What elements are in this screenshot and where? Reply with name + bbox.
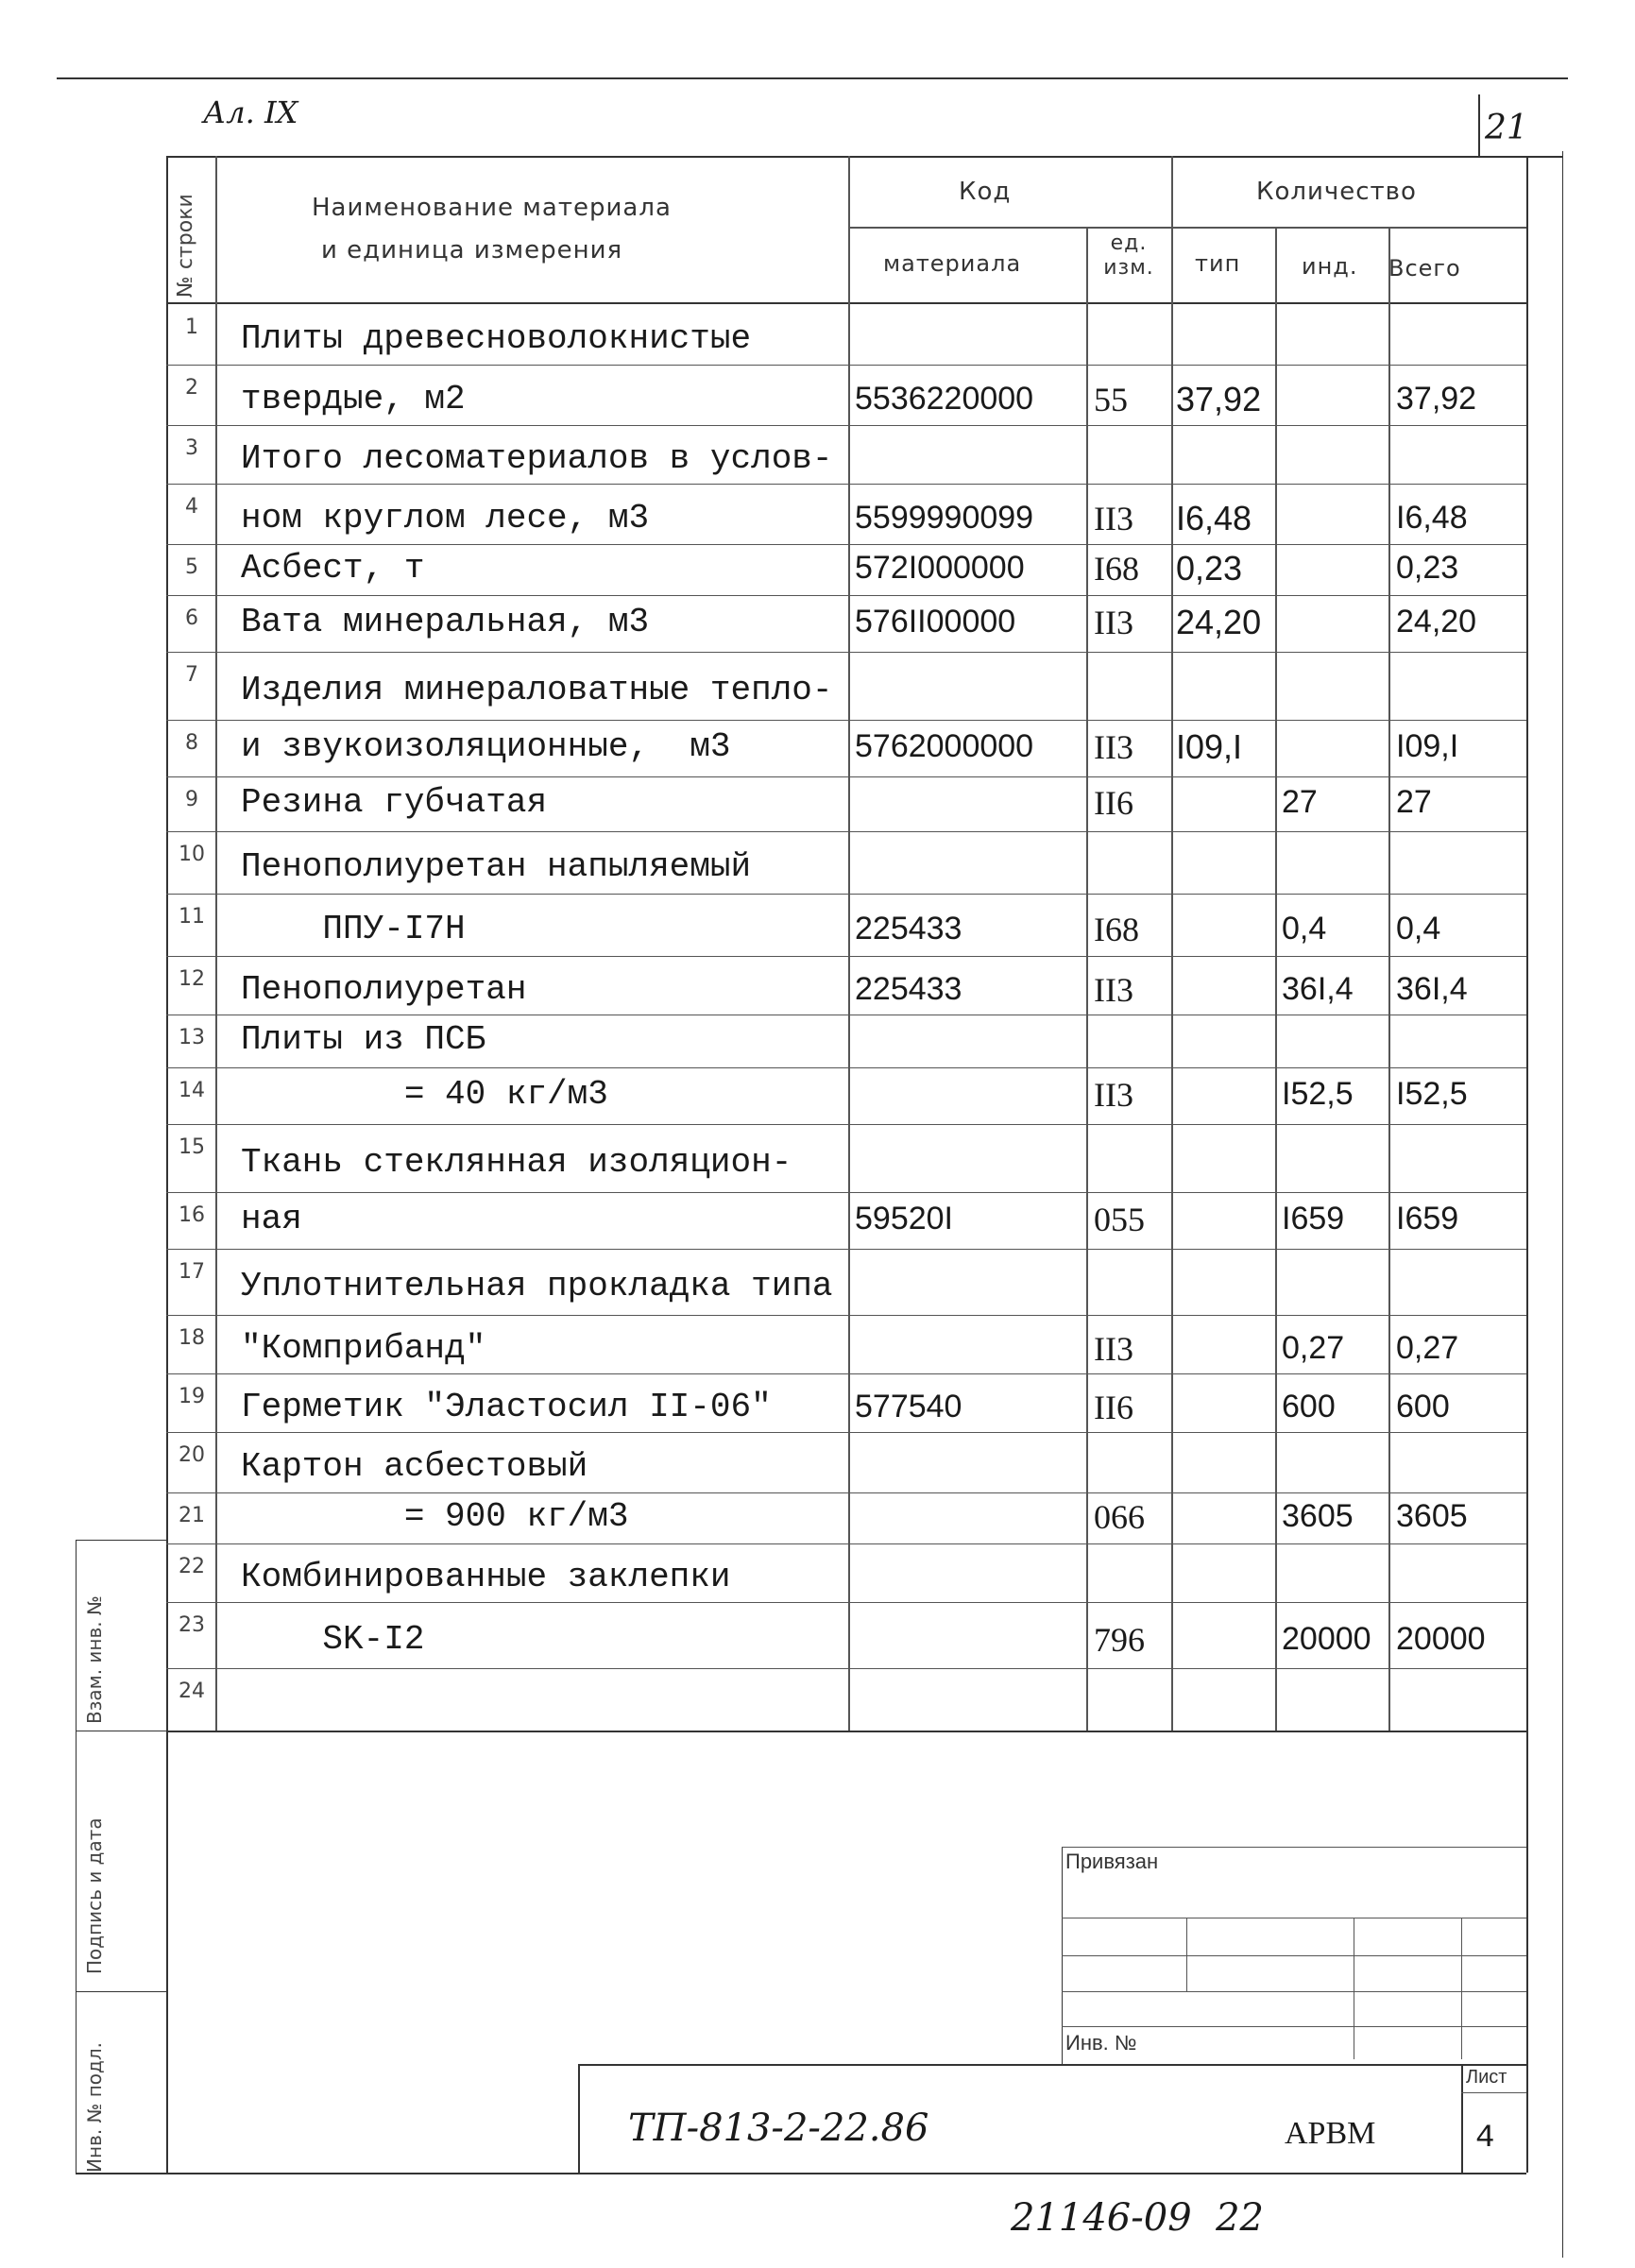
row-rule [166, 1249, 1526, 1250]
row-number: 2 [185, 376, 198, 400]
row-number: 23 [179, 1613, 205, 1637]
row-rule [166, 365, 1526, 366]
row-rule [166, 894, 1526, 895]
column-separator [1275, 227, 1277, 1731]
material-code: 225433 [855, 911, 962, 946]
qty-ind: 0,27 [1282, 1330, 1345, 1366]
qty-ind: 36I,4 [1282, 971, 1354, 1007]
row-rule [166, 544, 1526, 545]
row-rule [166, 1432, 1526, 1433]
row-number: 21 [179, 1504, 205, 1527]
row-number: 18 [179, 1326, 205, 1350]
side-label-podpis: Подпись и дата [83, 1817, 106, 1974]
qty-total: 20000 [1396, 1621, 1486, 1657]
row-number: 10 [179, 843, 205, 866]
qty-total: 0,4 [1396, 911, 1441, 946]
title-block-sheet-left [1461, 2064, 1463, 2173]
row-number: 19 [179, 1385, 205, 1408]
stamp-row4 [1062, 2026, 1526, 2027]
stamp-doc-code: ТП-813-2-22.86 [628, 2106, 929, 2150]
row-number: 16 [179, 1203, 205, 1227]
qty-tip: I09,I [1176, 727, 1243, 766]
bottom-handwritten-number: 21146-09 22 [1011, 2196, 1264, 2240]
header-qty-tip: тип [1195, 250, 1241, 277]
qty-total: I52,5 [1396, 1076, 1468, 1112]
table-bottom-rule [166, 1731, 1526, 1732]
page-number-corner: 21 [1485, 109, 1528, 147]
row-rule [166, 1373, 1526, 1374]
row-rule [166, 425, 1526, 426]
row-number: 22 [179, 1555, 205, 1578]
unit-code: II3 [1094, 1076, 1133, 1114]
material-name: SK-I2 [241, 1620, 425, 1659]
qty-total: I6,48 [1396, 500, 1468, 536]
qty-ind: 3605 [1282, 1498, 1354, 1534]
row-number: 6 [185, 606, 198, 630]
qty-ind: 600 [1282, 1389, 1336, 1424]
material-name: твердые, м2 [241, 380, 466, 418]
unit-code: II3 [1094, 500, 1133, 537]
title-block-left [578, 2064, 580, 2173]
material-code: 572I000000 [855, 550, 1025, 586]
row-rule [166, 1543, 1526, 1544]
qty-tip: I6,48 [1176, 499, 1252, 537]
header-name-line2: и единица измерения [321, 236, 623, 264]
material-name: Картон асбестовый [241, 1447, 588, 1486]
frame-far-right [1562, 151, 1563, 2258]
stamp-col1 [1186, 1918, 1187, 1991]
material-name: ная [241, 1200, 302, 1238]
row-number: 4 [185, 495, 198, 519]
page-number-box-left [1478, 94, 1480, 157]
qty-total: I659 [1396, 1201, 1459, 1236]
material-code: 5536220000 [855, 381, 1034, 417]
row-rule [166, 831, 1526, 832]
material-name: "Комприбанд" [241, 1329, 486, 1368]
stamp-sheet-no: 4 [1475, 2121, 1495, 2157]
unit-code: II6 [1094, 784, 1133, 822]
material-name: Пенополиуретан напыляемый [241, 847, 752, 886]
qty-ind: I659 [1282, 1201, 1345, 1236]
material-name: Асбест, т [241, 549, 425, 588]
qty-total: 36I,4 [1396, 971, 1468, 1007]
row-number: 15 [179, 1135, 205, 1159]
row-rule [166, 484, 1526, 485]
material-name: Уплотнительная прокладка типа [241, 1267, 833, 1305]
column-separator [215, 156, 217, 1731]
unit-code: 796 [1094, 1621, 1145, 1659]
qty-total: 37,92 [1396, 381, 1477, 417]
column-separator [1388, 227, 1390, 1731]
unit-code: II3 [1094, 604, 1133, 641]
top-rule [57, 77, 1568, 79]
row-rule [166, 595, 1526, 596]
unit-code: II3 [1094, 728, 1133, 766]
qty-total: 27 [1396, 784, 1432, 820]
material-name: Вата минеральная, м3 [241, 603, 650, 641]
material-code: 5762000000 [855, 728, 1034, 764]
header-code-unit: ед. изм. [1103, 231, 1154, 280]
header-name-line1: Наименование материала [312, 194, 672, 222]
row-number: 3 [185, 436, 198, 460]
row-number: 24 [179, 1680, 205, 1703]
column-separator [1171, 156, 1173, 1731]
frame-right [1526, 156, 1528, 2173]
row-rule [166, 1124, 1526, 1125]
header-qty-group: Количество [1256, 178, 1417, 206]
material-name: Ткань стеклянная изоляцион- [241, 1143, 792, 1182]
header-qty-ind: инд. [1302, 253, 1358, 280]
row-number: 14 [179, 1079, 205, 1102]
row-rule [166, 956, 1526, 957]
qty-ind: 27 [1282, 784, 1318, 820]
stamp-privyazan: Привязан [1065, 1850, 1159, 1873]
unit-code: II3 [1094, 1330, 1133, 1368]
side-label-vzam: Взам. инв. № [83, 1595, 106, 1724]
qty-ind: 0,4 [1282, 911, 1327, 946]
material-name: = 40 кг/м3 [241, 1075, 608, 1114]
unit-code: 55 [1094, 381, 1128, 418]
material-name: Плиты из ПСБ [241, 1020, 486, 1059]
header-sub-rule [848, 227, 1526, 229]
header-rownum: № строки [174, 194, 197, 298]
material-name: Итого лесоматериалов в услов- [241, 439, 833, 478]
row-number: 20 [179, 1443, 205, 1467]
row-rule [166, 652, 1526, 653]
qty-tip: 0,23 [1176, 549, 1243, 588]
row-number: 17 [179, 1260, 205, 1284]
row-number: 11 [179, 905, 205, 929]
unit-code: II6 [1094, 1389, 1133, 1426]
qty-total: 3605 [1396, 1498, 1468, 1534]
row-rule [166, 1315, 1526, 1316]
side-strip-left [76, 1540, 77, 2173]
row-number: 12 [179, 967, 205, 991]
stamp-sheet-label: Лист [1466, 2067, 1507, 2088]
top-left-note: Ал. IX [203, 94, 298, 130]
row-number: 9 [185, 788, 198, 811]
material-name: и звукоизоляционные, м3 [241, 727, 731, 766]
material-name: Изделия минераловатные тепло- [241, 671, 833, 709]
column-separator [1086, 227, 1088, 1731]
frame-top [166, 156, 1562, 158]
row-number: 8 [185, 731, 198, 755]
material-code: 225433 [855, 971, 962, 1007]
side-strip-div2 [76, 1991, 166, 1992]
stamp-row3 [1062, 1991, 1526, 1992]
stamp-row2 [1062, 1955, 1526, 1956]
material-code: 576II00000 [855, 604, 1016, 639]
qty-tip: 24,20 [1176, 603, 1262, 641]
header-qty-total: Всего [1388, 255, 1461, 281]
row-rule [166, 1067, 1526, 1068]
material-name: Пенополиуретан [241, 970, 527, 1009]
row-rule [166, 1668, 1526, 1669]
row-number: 13 [179, 1026, 205, 1049]
unit-code: I68 [1094, 911, 1139, 948]
qty-ind: I52,5 [1282, 1076, 1354, 1112]
unit-code: 055 [1094, 1201, 1145, 1238]
side-label-inv-podl: Инв. № подл. [83, 2042, 106, 2173]
qty-tip: 37,92 [1176, 380, 1262, 418]
side-strip-top [76, 1540, 166, 1541]
material-code: 5599990099 [855, 500, 1034, 536]
stamp-inv-no: Инв. № [1065, 2031, 1137, 2055]
qty-total: 0,23 [1396, 550, 1459, 586]
material-name: = 900 кг/м3 [241, 1497, 629, 1536]
unit-code: I68 [1094, 550, 1139, 588]
unit-code: II3 [1094, 971, 1133, 1009]
title-block-top [578, 2064, 1526, 2066]
material-name: Резина губчатая [241, 783, 548, 822]
header-code-material: материала [883, 250, 1022, 277]
stamp-top [1062, 1847, 1526, 1848]
header-code-group: Код [959, 178, 1012, 206]
qty-ind: 20000 [1282, 1621, 1371, 1657]
material-name: Герметик "Эластосил II-06" [241, 1388, 772, 1426]
column-separator [848, 156, 850, 1731]
header-bottom-rule [166, 302, 1526, 304]
material-code: 577540 [855, 1389, 962, 1424]
material-name: Комбинированные заклепки [241, 1558, 731, 1596]
row-rule [166, 1492, 1526, 1493]
material-name: ППУ-I7Н [241, 910, 466, 948]
qty-total: 24,20 [1396, 604, 1477, 639]
title-block-sheet-rule [1461, 2092, 1526, 2093]
qty-total: 0,27 [1396, 1330, 1459, 1366]
row-rule [166, 776, 1526, 777]
row-rule [166, 720, 1526, 721]
row-rule [166, 1602, 1526, 1603]
stamp-col3 [1461, 1918, 1462, 2059]
row-rule [166, 1192, 1526, 1193]
unit-code: 066 [1094, 1498, 1145, 1536]
material-code: 59520I [855, 1201, 953, 1236]
stamp-org: АРВМ [1285, 2116, 1376, 2151]
material-name: ном круглом лесе, м3 [241, 499, 650, 537]
row-number: 5 [185, 555, 198, 579]
qty-total: 600 [1396, 1389, 1450, 1424]
material-name: Плиты древесноволокнистые [241, 319, 752, 358]
qty-total: I09,I [1396, 728, 1459, 764]
page-bottom-rule [76, 2173, 1526, 2174]
row-number: 1 [185, 315, 198, 339]
row-number: 7 [185, 663, 198, 687]
